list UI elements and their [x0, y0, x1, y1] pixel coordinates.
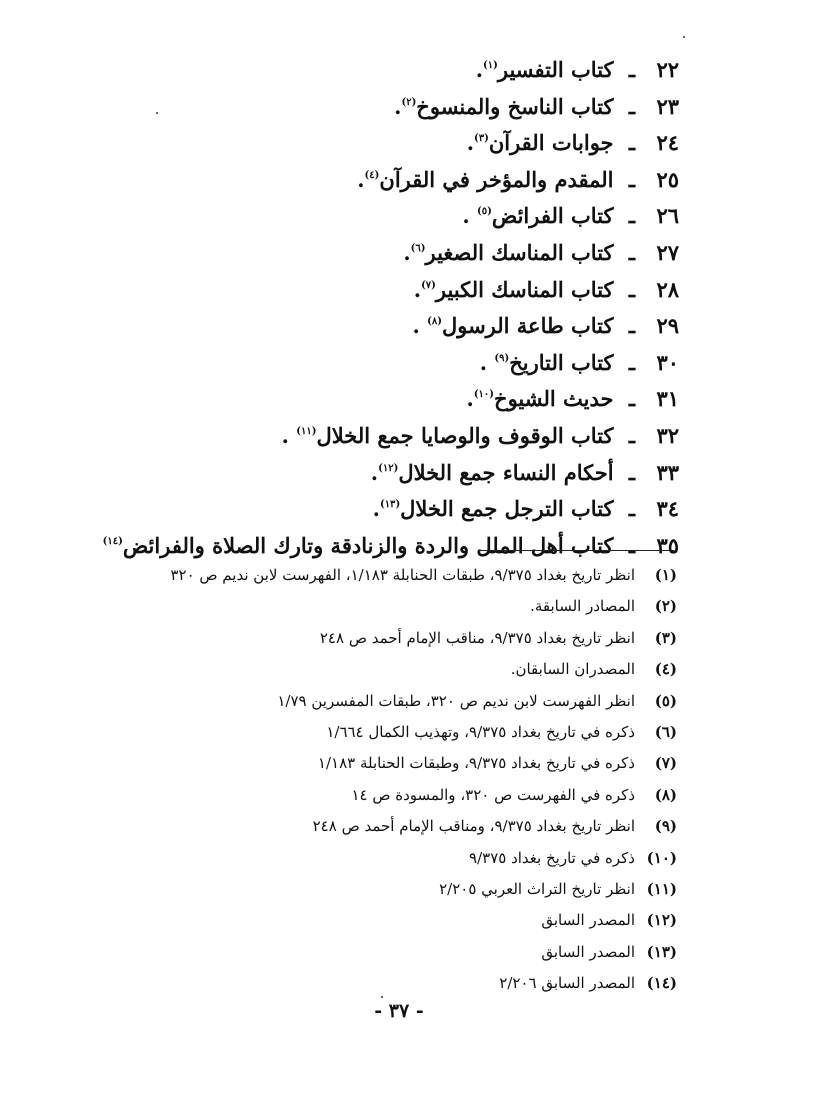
- footnote: [37, 623, 677, 654]
- item-end: .: [466, 130, 474, 156]
- work-item: [79, 235, 679, 272]
- footnote: [37, 874, 677, 905]
- item-number: ٣٥: [656, 532, 679, 558]
- footnote-text: انظر الفهرست لابن نديم ص ٣٢٠، طبقات المفسرين ١/٧٩: [277, 691, 635, 710]
- item-number: ٢٦: [656, 203, 679, 229]
- item-dash: ـ: [628, 313, 635, 339]
- footnote-text: المصدر السابق: [541, 942, 635, 961]
- footnote-ref: (٢): [401, 96, 417, 108]
- work-item: [79, 52, 679, 89]
- footnote-ref: (١٢): [378, 462, 399, 474]
- work-item: [79, 272, 679, 309]
- item-dash: ـ: [628, 203, 635, 229]
- footnote: [37, 686, 677, 717]
- item-dash: ـ: [628, 496, 635, 522]
- item-title: كتاب طاعة الرسول: [441, 313, 614, 339]
- footnote-ref: (٦): [410, 242, 426, 254]
- work-item: [79, 89, 679, 126]
- item-dash: ـ: [628, 532, 635, 558]
- item-end: .: [413, 276, 422, 302]
- footnote-ref: (٧): [421, 279, 436, 291]
- footnote: [37, 843, 677, 874]
- footnote: [37, 811, 677, 842]
- item-dash: ـ: [628, 93, 635, 119]
- footnote-number: (١٤): [646, 974, 677, 993]
- footnote-ref: (١٠): [473, 389, 495, 401]
- item-dash: ـ: [628, 422, 635, 448]
- item-title: كتاب التاريخ: [509, 349, 614, 375]
- work-item: [79, 198, 679, 235]
- footnote-ref: (١٣): [379, 499, 401, 511]
- item-end: .: [357, 166, 365, 192]
- item-end: .: [479, 349, 495, 375]
- item-number: ٣١: [656, 386, 679, 412]
- work-item: [79, 528, 679, 565]
- footnote-text: المصدر السابق ٢/٢٠٦: [499, 974, 635, 993]
- item-number: ٣٤: [656, 496, 679, 522]
- footnote-ref: (١): [483, 60, 498, 71]
- work-item: [79, 455, 679, 492]
- item-dash: ـ: [628, 386, 635, 412]
- footnote-ref: (٨): [427, 316, 442, 328]
- footnote-text: انظر تاريخ بغداد ٩/٣٧٥، مناقب الإمام أحمد ص ٢٤٨: [319, 628, 635, 647]
- footnote-number: (٩): [654, 817, 677, 836]
- item-number: ٣٣: [656, 459, 679, 485]
- footnote-ref: (٩): [494, 352, 510, 364]
- item-dash: ـ: [628, 57, 635, 82]
- item-title: جوابات القرآن: [488, 130, 614, 156]
- item-end: .: [281, 422, 297, 448]
- item-dash: ـ: [628, 276, 635, 302]
- work-item: [79, 308, 679, 345]
- footnote: [37, 905, 677, 936]
- footnote-text: انظر تاريخ بغداد ٩/٣٧٥، ومناقب الإمام أحمد ص ٢٤٨: [312, 817, 635, 836]
- footnote-number: (٤): [654, 660, 677, 679]
- footnote-number: (٧): [654, 754, 677, 773]
- item-number: ٢٨: [656, 276, 679, 302]
- item-dash: ـ: [628, 349, 635, 375]
- item-title: كتاب الوقوف والوصايا جمع الخلال: [316, 422, 614, 448]
- work-item: [79, 491, 679, 528]
- item-title: كتاب أهل الملل والردة والزنادقة وتارك الصلاة والفرائض: [122, 532, 614, 558]
- page-number: - ٣٧ -: [374, 1000, 424, 1022]
- footnote-text: المصدران السابقان.: [510, 660, 635, 679]
- scan-speck: [381, 996, 383, 998]
- item-dash: ـ: [628, 239, 635, 265]
- scan-speck: [683, 36, 685, 38]
- footnote: [37, 560, 677, 591]
- footnote-text: ذكره في تاريخ بغداد ٩/٣٧٥: [469, 848, 635, 867]
- item-end: .: [475, 57, 484, 82]
- item-title: كتاب المناسك الكبير: [435, 276, 614, 302]
- footnotes-list: [37, 560, 677, 999]
- footnote-text: ذكره في الفهرست ص ٣٢٠، والمسودة ص ١٤: [351, 785, 635, 804]
- item-dash: ـ: [628, 166, 635, 192]
- item-dash: ـ: [628, 130, 635, 156]
- footnote: [37, 968, 677, 999]
- work-item: [79, 418, 679, 455]
- item-title: كتاب التفسير: [497, 57, 614, 82]
- work-item: [79, 125, 679, 162]
- item-number: ٣٢: [656, 422, 679, 448]
- footnote: [37, 780, 677, 811]
- footnote-number: (٢): [654, 597, 677, 616]
- footnote-number: (١١): [646, 879, 677, 898]
- item-number: ٢٢: [656, 57, 679, 82]
- item-end: .: [462, 203, 478, 229]
- item-end: .: [466, 386, 474, 412]
- footnote-number: (١): [654, 566, 677, 584]
- footnote-number: (١٠): [646, 848, 677, 867]
- work-item: [79, 345, 679, 382]
- item-title: كتاب المناسك الصغير: [425, 239, 614, 265]
- footnote: [37, 748, 677, 779]
- footnote-ref: (١١): [296, 425, 317, 437]
- footnote-number: (٥): [654, 691, 677, 710]
- footnote-number: (٦): [654, 722, 677, 741]
- item-number: ٢٣: [656, 93, 679, 119]
- footnote-separator: [479, 550, 674, 551]
- footnote: [37, 717, 677, 748]
- footnote-number: (١٣): [646, 942, 677, 961]
- footnote-ref: (٥): [477, 206, 492, 218]
- item-end: .: [403, 239, 411, 265]
- works-list: [79, 52, 679, 564]
- footnote: [37, 591, 677, 622]
- footnote-ref: (٤): [364, 169, 380, 181]
- item-number: ٢٩: [656, 313, 679, 339]
- work-item: [79, 162, 679, 199]
- footnote-text: المصدر السابق: [541, 911, 635, 930]
- footnote-text: ذكره في تاريخ بغداد ٩/٣٧٥، وطبقات الحنابلة ١/١٨٣: [317, 754, 635, 773]
- item-end: .: [370, 459, 379, 485]
- item-number: ٢٥: [656, 166, 679, 192]
- item-title: حديث الشيوخ: [494, 386, 614, 412]
- scan-speck: [156, 112, 158, 114]
- footnote-number: (١٢): [646, 911, 677, 930]
- footnote-text: ذكره في تاريخ بغداد ٩/٣٧٥، وتهذيب الكمال ١/٦٦٤: [326, 722, 635, 741]
- footnote-ref: (٣): [474, 133, 489, 145]
- item-number: ٣٠: [656, 349, 679, 375]
- footnote: [37, 654, 677, 685]
- item-dash: ـ: [628, 459, 635, 485]
- item-title: كتاب الناسخ والمنسوخ: [416, 93, 614, 119]
- footnote-text: انظر تاريخ بغداد ٩/٣٧٥، طبقات الحنابلة ١/١٨٣، الفهرست لابن نديم ص ٣٢٠: [170, 566, 635, 584]
- footnote-ref: (١٤): [102, 535, 123, 547]
- item-number: ٢٧: [656, 239, 679, 265]
- work-item: [79, 381, 679, 418]
- footnote-number: (٨): [654, 785, 677, 804]
- item-title: كتاب الترجل جمع الخلال: [400, 496, 614, 522]
- item-number: ٢٤: [656, 130, 679, 156]
- item-title: أحكام النساء جمع الخلال: [398, 459, 614, 485]
- footnote-text: المصادر السابقة.: [530, 597, 635, 616]
- item-title: المقدم والمؤخر في القرآن: [379, 166, 614, 192]
- item-end: .: [394, 93, 402, 119]
- item-end: .: [412, 313, 428, 339]
- footnote: [37, 937, 677, 968]
- footnote-number: (٣): [654, 628, 677, 647]
- footnote-text: انظر تاريخ التراث العربي ٢/٢٠٥: [439, 879, 635, 898]
- item-end: .: [372, 496, 380, 522]
- item-title: كتاب الفرائض: [491, 203, 614, 229]
